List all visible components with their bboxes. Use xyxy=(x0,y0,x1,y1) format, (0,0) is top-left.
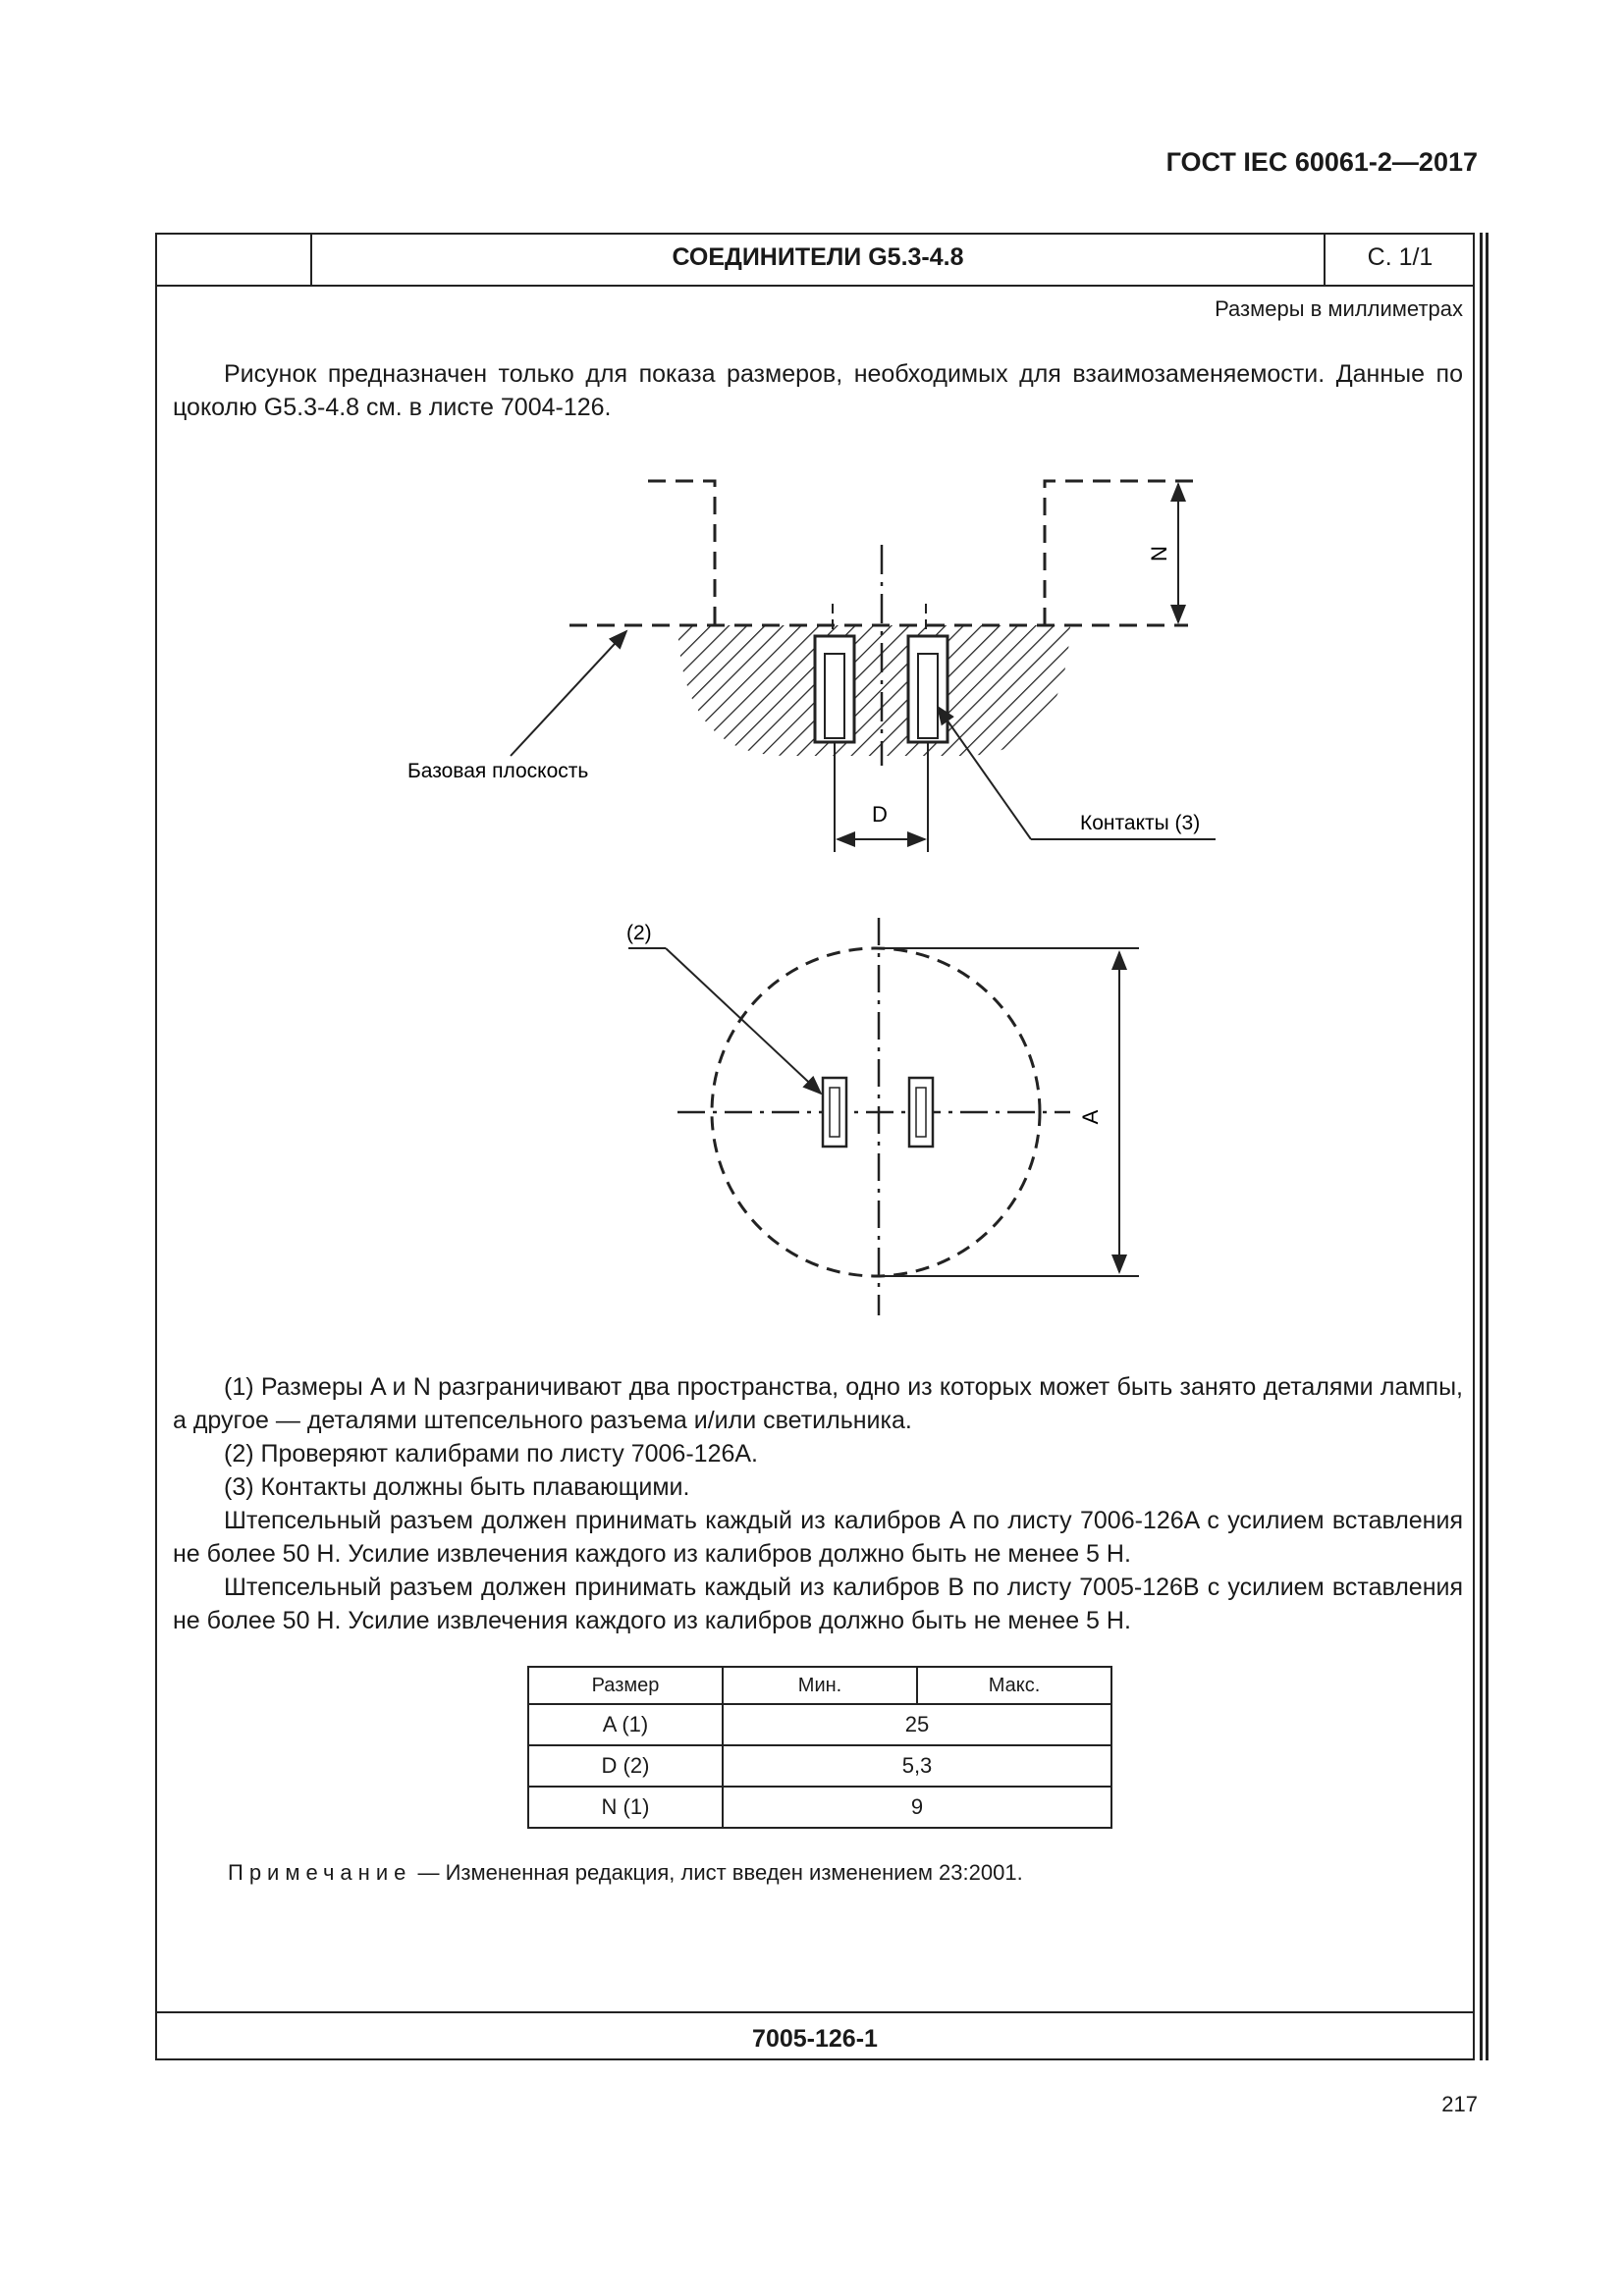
note-2-marker: (2) xyxy=(626,922,652,944)
table-header: Мин. xyxy=(723,1667,917,1704)
table-row xyxy=(528,1745,1111,1787)
contacts-label: Контакты (3) xyxy=(1080,812,1201,834)
table-cell-dim: N (1) xyxy=(528,1787,723,1828)
table-cell-value: 25 xyxy=(723,1704,1111,1745)
base-plane-label: Базовая плоскость xyxy=(407,760,589,782)
note-paragraph: Штепсельный разъем должен принимать каждый из калибров A по листу 7006-126A с усилием вставления не более 50 Н. Усилие извлечения каждого из калибров должно быть не менее 5 Н. xyxy=(173,1507,1463,1568)
table-row xyxy=(528,1787,1111,1828)
units-caption: Размеры в миллиметрах xyxy=(1215,296,1463,321)
page-number: 217 xyxy=(1441,2092,1478,2116)
sheet-code: 7005-126-1 xyxy=(752,2025,878,2053)
top-view xyxy=(626,918,1139,1315)
table-header: Размер xyxy=(528,1667,723,1704)
dim-d-label: D xyxy=(872,802,888,827)
contact-slot xyxy=(908,636,947,742)
table-cell-value: 5,3 xyxy=(723,1745,1111,1787)
intro-text: Рисунок предназначен только для показа размеров, необходимых для взаимозаменяемости. Данные по цоколю G5.3-4.8 см. в листе 7004-126. xyxy=(173,360,1463,421)
side-view xyxy=(407,481,1216,852)
dimensions-table xyxy=(527,1666,1112,1829)
note-paragraph: (1) Размеры A и N разграничивают два пространства, одно из которых может быть занято деталями лампы, а другое — деталями штепсельного разъема и/или светильника. xyxy=(173,1373,1463,1434)
table-header: Макс. xyxy=(917,1667,1111,1704)
note-paragraph: Штепсельный разъем должен принимать каждый из калибров B по листу 7005-126B с усилием вставления не более 50 Н. Усилие извлечения каждого из калибров должно быть не менее 5 Н. xyxy=(173,1574,1463,1634)
sheet-page-label: С. 1/1 xyxy=(1367,243,1434,271)
note-paragraph: (2) Проверяют калибрами по листу 7006-126A. xyxy=(224,1440,758,1468)
note-paragraph: (3) Контакты должны быть плавающими. xyxy=(224,1473,690,1501)
table-row xyxy=(528,1704,1111,1745)
table-cell-dim: D (2) xyxy=(528,1745,723,1787)
standard-code: ГОСТ IEC 60061-2—2017 xyxy=(1165,147,1478,177)
footer-rule xyxy=(155,2011,1475,2013)
note-label: Примечание xyxy=(228,1860,412,1885)
table-header-row xyxy=(528,1667,1111,1704)
table-cell-dim: A (1) xyxy=(528,1704,723,1745)
table-cell-value: 9 xyxy=(723,1787,1111,1828)
dim-n-label: N xyxy=(1147,546,1171,561)
contact-slot xyxy=(815,636,854,742)
hatched-body xyxy=(668,625,1080,763)
note-text: — Измененная редакция, лист введен изменением 23:2001. xyxy=(417,1860,1023,1885)
dim-a-label: A xyxy=(1078,1109,1103,1125)
notes-block xyxy=(173,1370,1463,1637)
note-line xyxy=(228,1860,1023,1886)
sheet-title: СОЕДИНИТЕЛИ G5.3-4.8 xyxy=(672,243,964,271)
